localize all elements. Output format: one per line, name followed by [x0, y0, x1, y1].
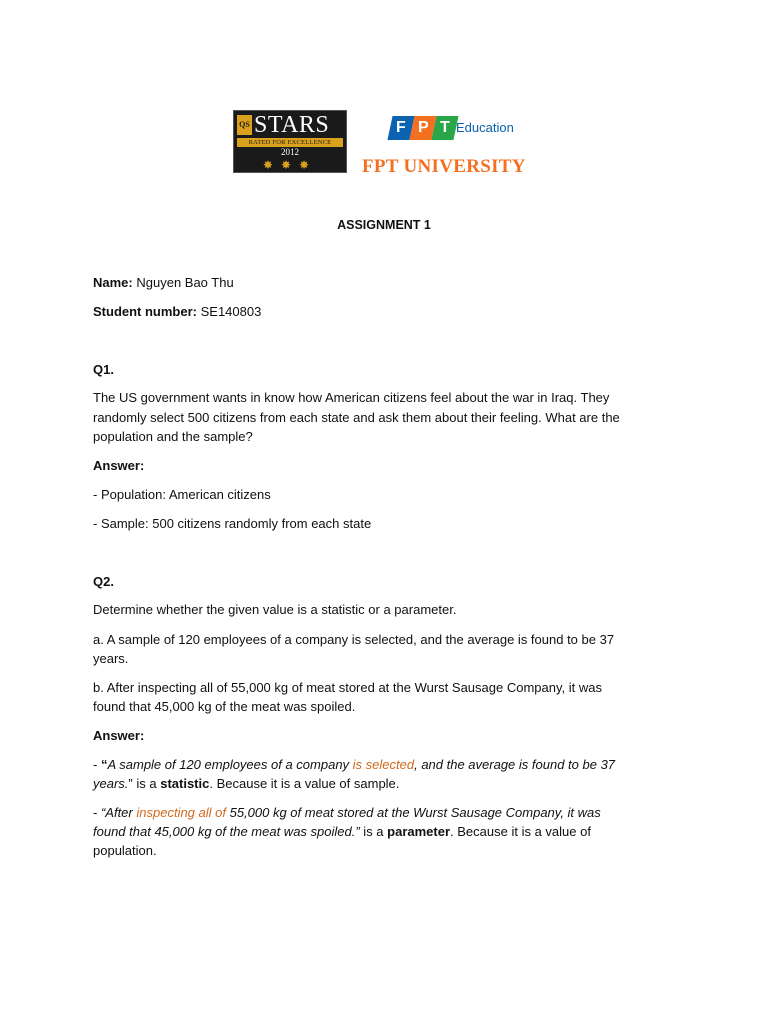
fpt-block-p: P	[409, 116, 436, 140]
qs-tagline: RATED FOR EXCELLENCE	[237, 138, 343, 147]
q1-question-line-2: randomly select 500 citizens from each state and ask them about their feeling. What are the	[93, 410, 620, 425]
q2-heading: Q2.	[93, 574, 114, 589]
q2-part-b-line-2: found that 45,000 kg of the meat was spoiled.	[93, 699, 356, 714]
q2-part-b-line-1: b. After inspecting all of 55,000 kg of meat stored at the Wurst Sausage Company, it was	[93, 680, 602, 695]
q2-answer-2-line-3: population.	[93, 843, 157, 858]
student-number-line	[93, 302, 683, 322]
q2-part-a-line-1: a. A sample of 120 employees of a company is selected, and the average is found to be 37	[93, 632, 615, 647]
q1-question-line-1: The US government wants in know how American citizens feel about the war in Iraq. They	[93, 390, 610, 405]
fpt-block-f: F	[387, 116, 414, 140]
open-quote: “	[100, 757, 108, 772]
q2-prompt: Determine whether the given value is a statistic or a parameter.	[93, 602, 457, 617]
name-value: Nguyen Bao Thu	[132, 275, 234, 290]
term-parameter: parameter	[387, 824, 451, 839]
student-number-label: Student number:	[93, 304, 197, 319]
highlight-is-selected: is selected	[352, 757, 415, 772]
qs-badge: QS	[237, 115, 252, 135]
qs-year: 2012	[281, 147, 299, 157]
fpt-block-t: T	[431, 116, 458, 140]
q1-heading: Q1.	[93, 362, 114, 377]
highlight-inspecting-all-of: inspecting all of	[136, 805, 226, 820]
q1-answer-sample: - Sample: 500 citizens randomly from each state	[93, 516, 372, 531]
qs-star-icons: ✸✸✸	[262, 158, 318, 172]
q2-answer-1-line-1: - “A sample of 120 employees of a company is selected, and the average is found to be 37	[93, 757, 616, 772]
q2-answer-1-line-2: years.” is a statistic. Because it is a value of sample.	[93, 776, 400, 791]
q2-answer-label: Answer:	[93, 728, 145, 743]
term-statistic: statistic	[160, 776, 210, 791]
q2-part-a-line-2: years.	[93, 651, 129, 666]
q2-answer-2-line-1: - “After inspecting all of 55,000 kg of meat stored at the Wurst Sausage Company, it was	[93, 805, 601, 820]
qs-stars-logo	[233, 110, 347, 173]
student-name-line	[93, 273, 683, 293]
document-title: ASSIGNMENT 1	[337, 218, 431, 232]
fpt-university-logo	[362, 114, 538, 180]
q1-answer-population: - Population: American citizens	[93, 487, 271, 502]
q1-answer-label: Answer:	[93, 458, 145, 473]
student-number-value: SE140803	[197, 304, 262, 319]
q1-question-line-3: population and the sample?	[93, 429, 253, 444]
name-label: Name:	[93, 275, 133, 290]
fpt-education-label: Education	[456, 120, 514, 135]
q2-answer-2-line-2: found that 45,000 kg of the meat was spoiled.” is a parameter. Because it is a value of	[93, 824, 591, 839]
qs-stars-word: STARS	[254, 112, 330, 138]
fpt-university-label: FPT UNIVERSITY	[362, 156, 526, 177]
